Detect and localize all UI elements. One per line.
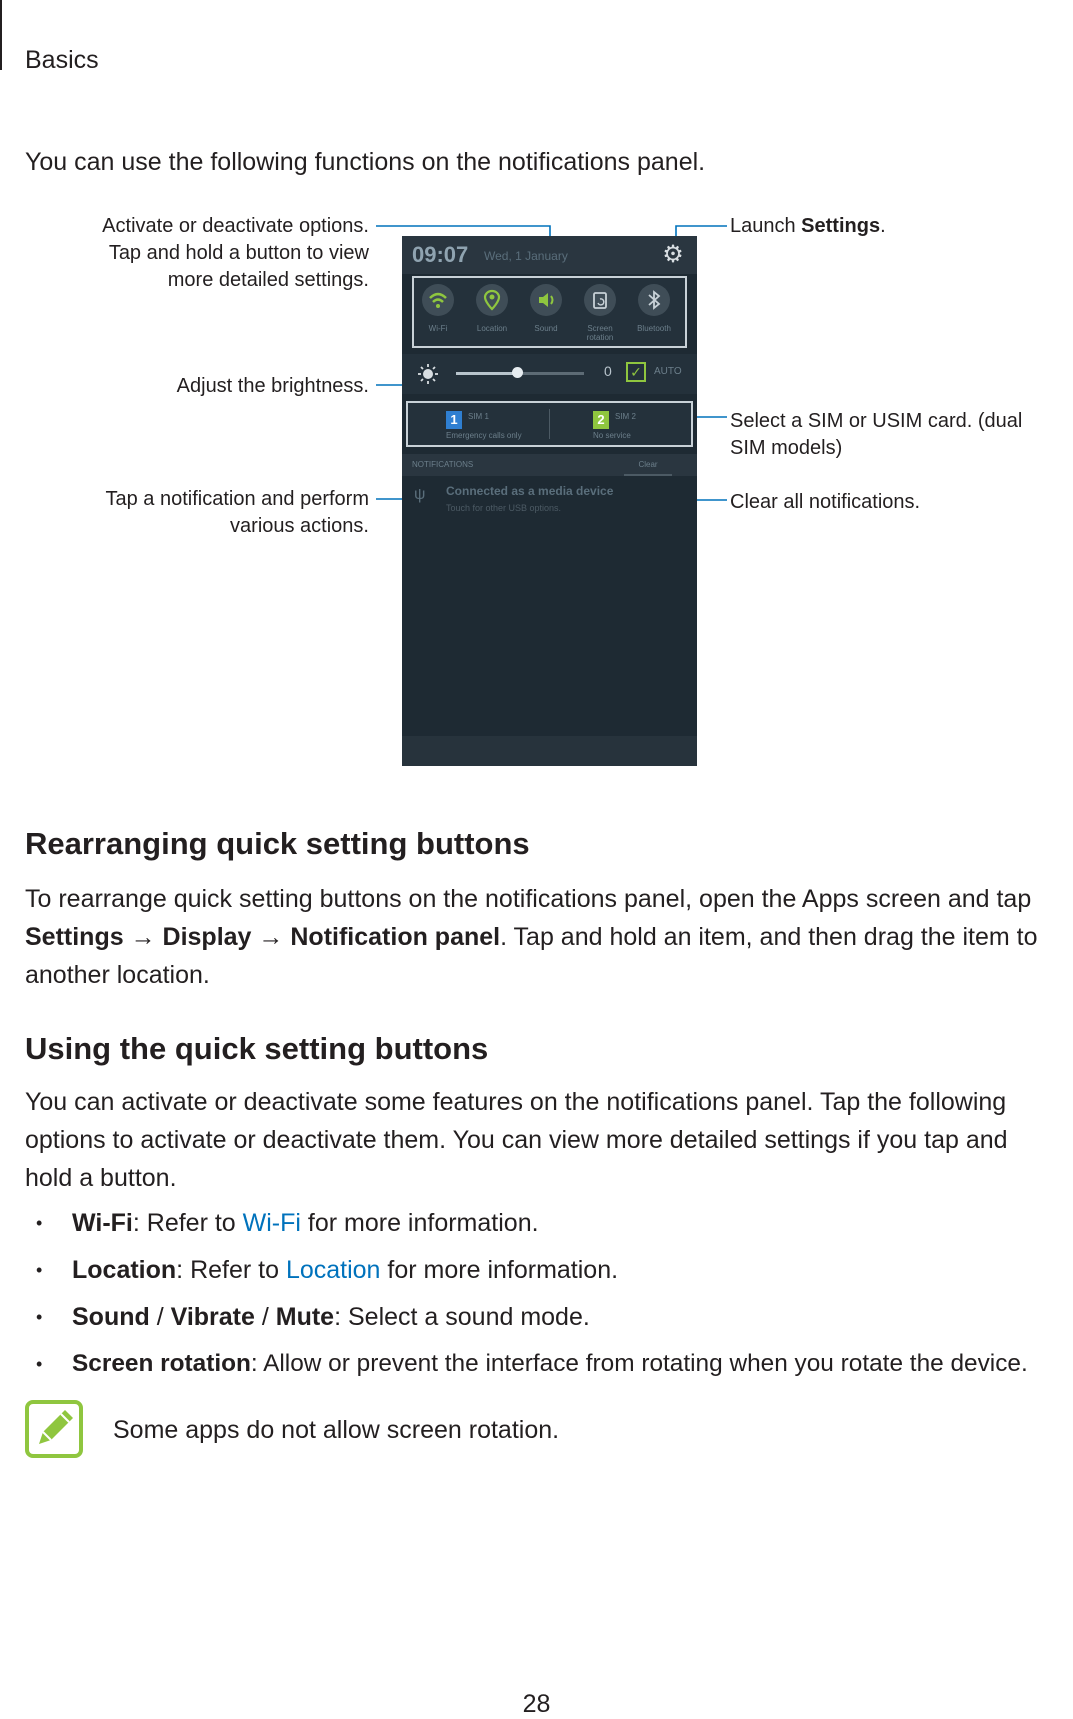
sim-divider — [549, 409, 550, 439]
notification-subtitle: Touch for other USB options. — [446, 503, 562, 513]
notification-title: Connected as a media device — [446, 484, 614, 498]
brightness-bar — [402, 354, 697, 394]
section-label: Basics — [25, 46, 99, 74]
brightness-value: 0 — [604, 363, 612, 379]
phone-screen — [402, 236, 697, 766]
sim2-name: SIM 2 — [615, 412, 636, 421]
sound-icon[interactable] — [530, 284, 562, 316]
page-number: 28 — [522, 1690, 551, 1718]
navigation-bar — [402, 736, 697, 766]
sim1-badge[interactable]: 1 — [446, 411, 462, 429]
sim1-status: Emergency calls only — [446, 431, 522, 440]
qs-label-wifi: Wi-Fi — [428, 324, 448, 333]
rearranging-paragraph: To rearrange quick setting buttons on the notifications panel, open the Apps screen and tap Settings → Display → Notification panel. Tap and hold an item, and then drag the item to another location. — [25, 885, 1038, 989]
sim2-status: No service — [593, 431, 631, 440]
notification-item[interactable] — [402, 476, 697, 522]
callout-brightness: Adjust the brightness. — [176, 375, 369, 397]
callout-clear: Clear all notifications. — [730, 491, 921, 513]
qs-label-location: Location — [476, 324, 508, 333]
notifications-title: NOTIFICATIONS — [412, 460, 474, 469]
wifi-link[interactable]: Wi-Fi — [242, 1209, 301, 1237]
bluetooth-icon[interactable] — [638, 284, 670, 316]
brightness-auto-icon — [416, 362, 440, 386]
status-date: Wed, 1 January — [484, 249, 568, 263]
sim1-name: SIM 1 — [468, 412, 489, 421]
notifications-header — [402, 454, 697, 476]
intro-text: You can use the following functions on the notifications panel. — [25, 148, 706, 176]
qs-label-rotation: Screen rotation — [586, 324, 614, 342]
note-pencil-icon — [25, 1400, 83, 1458]
sim-selector — [406, 401, 693, 447]
quick-settings-row — [412, 276, 687, 348]
heading-using: Using the quick setting buttons — [25, 1031, 489, 1066]
screen-rotation-icon[interactable] — [584, 284, 616, 316]
location-link[interactable]: Location — [285, 1256, 381, 1284]
callout-sim: Select a SIM or USIM card. (dual SIM models) — [730, 410, 1023, 459]
qs-label-sound: Sound — [534, 324, 558, 333]
status-bar — [402, 236, 697, 274]
heading-rearranging: Rearranging quick setting buttons — [25, 826, 530, 861]
brightness-auto-label: AUTO — [654, 366, 682, 377]
location-icon[interactable] — [476, 284, 508, 316]
callout-launch-settings: Launch Settings. — [730, 215, 886, 237]
brightness-fill — [456, 372, 518, 375]
usb-icon: ψ — [414, 486, 426, 503]
clear-button[interactable]: Clear — [624, 456, 672, 476]
wifi-icon[interactable] — [422, 284, 454, 316]
callout-tap-notification: Tap a notification and perform various actions. — [105, 488, 369, 537]
qs-label-bluetooth: Bluetooth — [637, 324, 671, 333]
sim2-badge[interactable]: 2 — [593, 411, 609, 429]
brightness-slider-handle[interactable] — [512, 367, 523, 378]
brightness-auto-checkbox[interactable]: ✓ — [626, 362, 646, 382]
gear-icon[interactable]: ⚙ — [662, 241, 684, 268]
status-time: 09:07 — [412, 242, 469, 267]
note-text: Some apps do not allow screen rotation. — [113, 1416, 560, 1444]
callout-activate: Activate or deactivate options. Tap and hold a button to view more detailed settings. — [102, 215, 369, 291]
using-paragraph: You can activate or deactivate some features on the notifications panel. Tap the following options to activate or deactivate them. You can view more detailed settings if you tap and hold a button. — [25, 1088, 1008, 1192]
